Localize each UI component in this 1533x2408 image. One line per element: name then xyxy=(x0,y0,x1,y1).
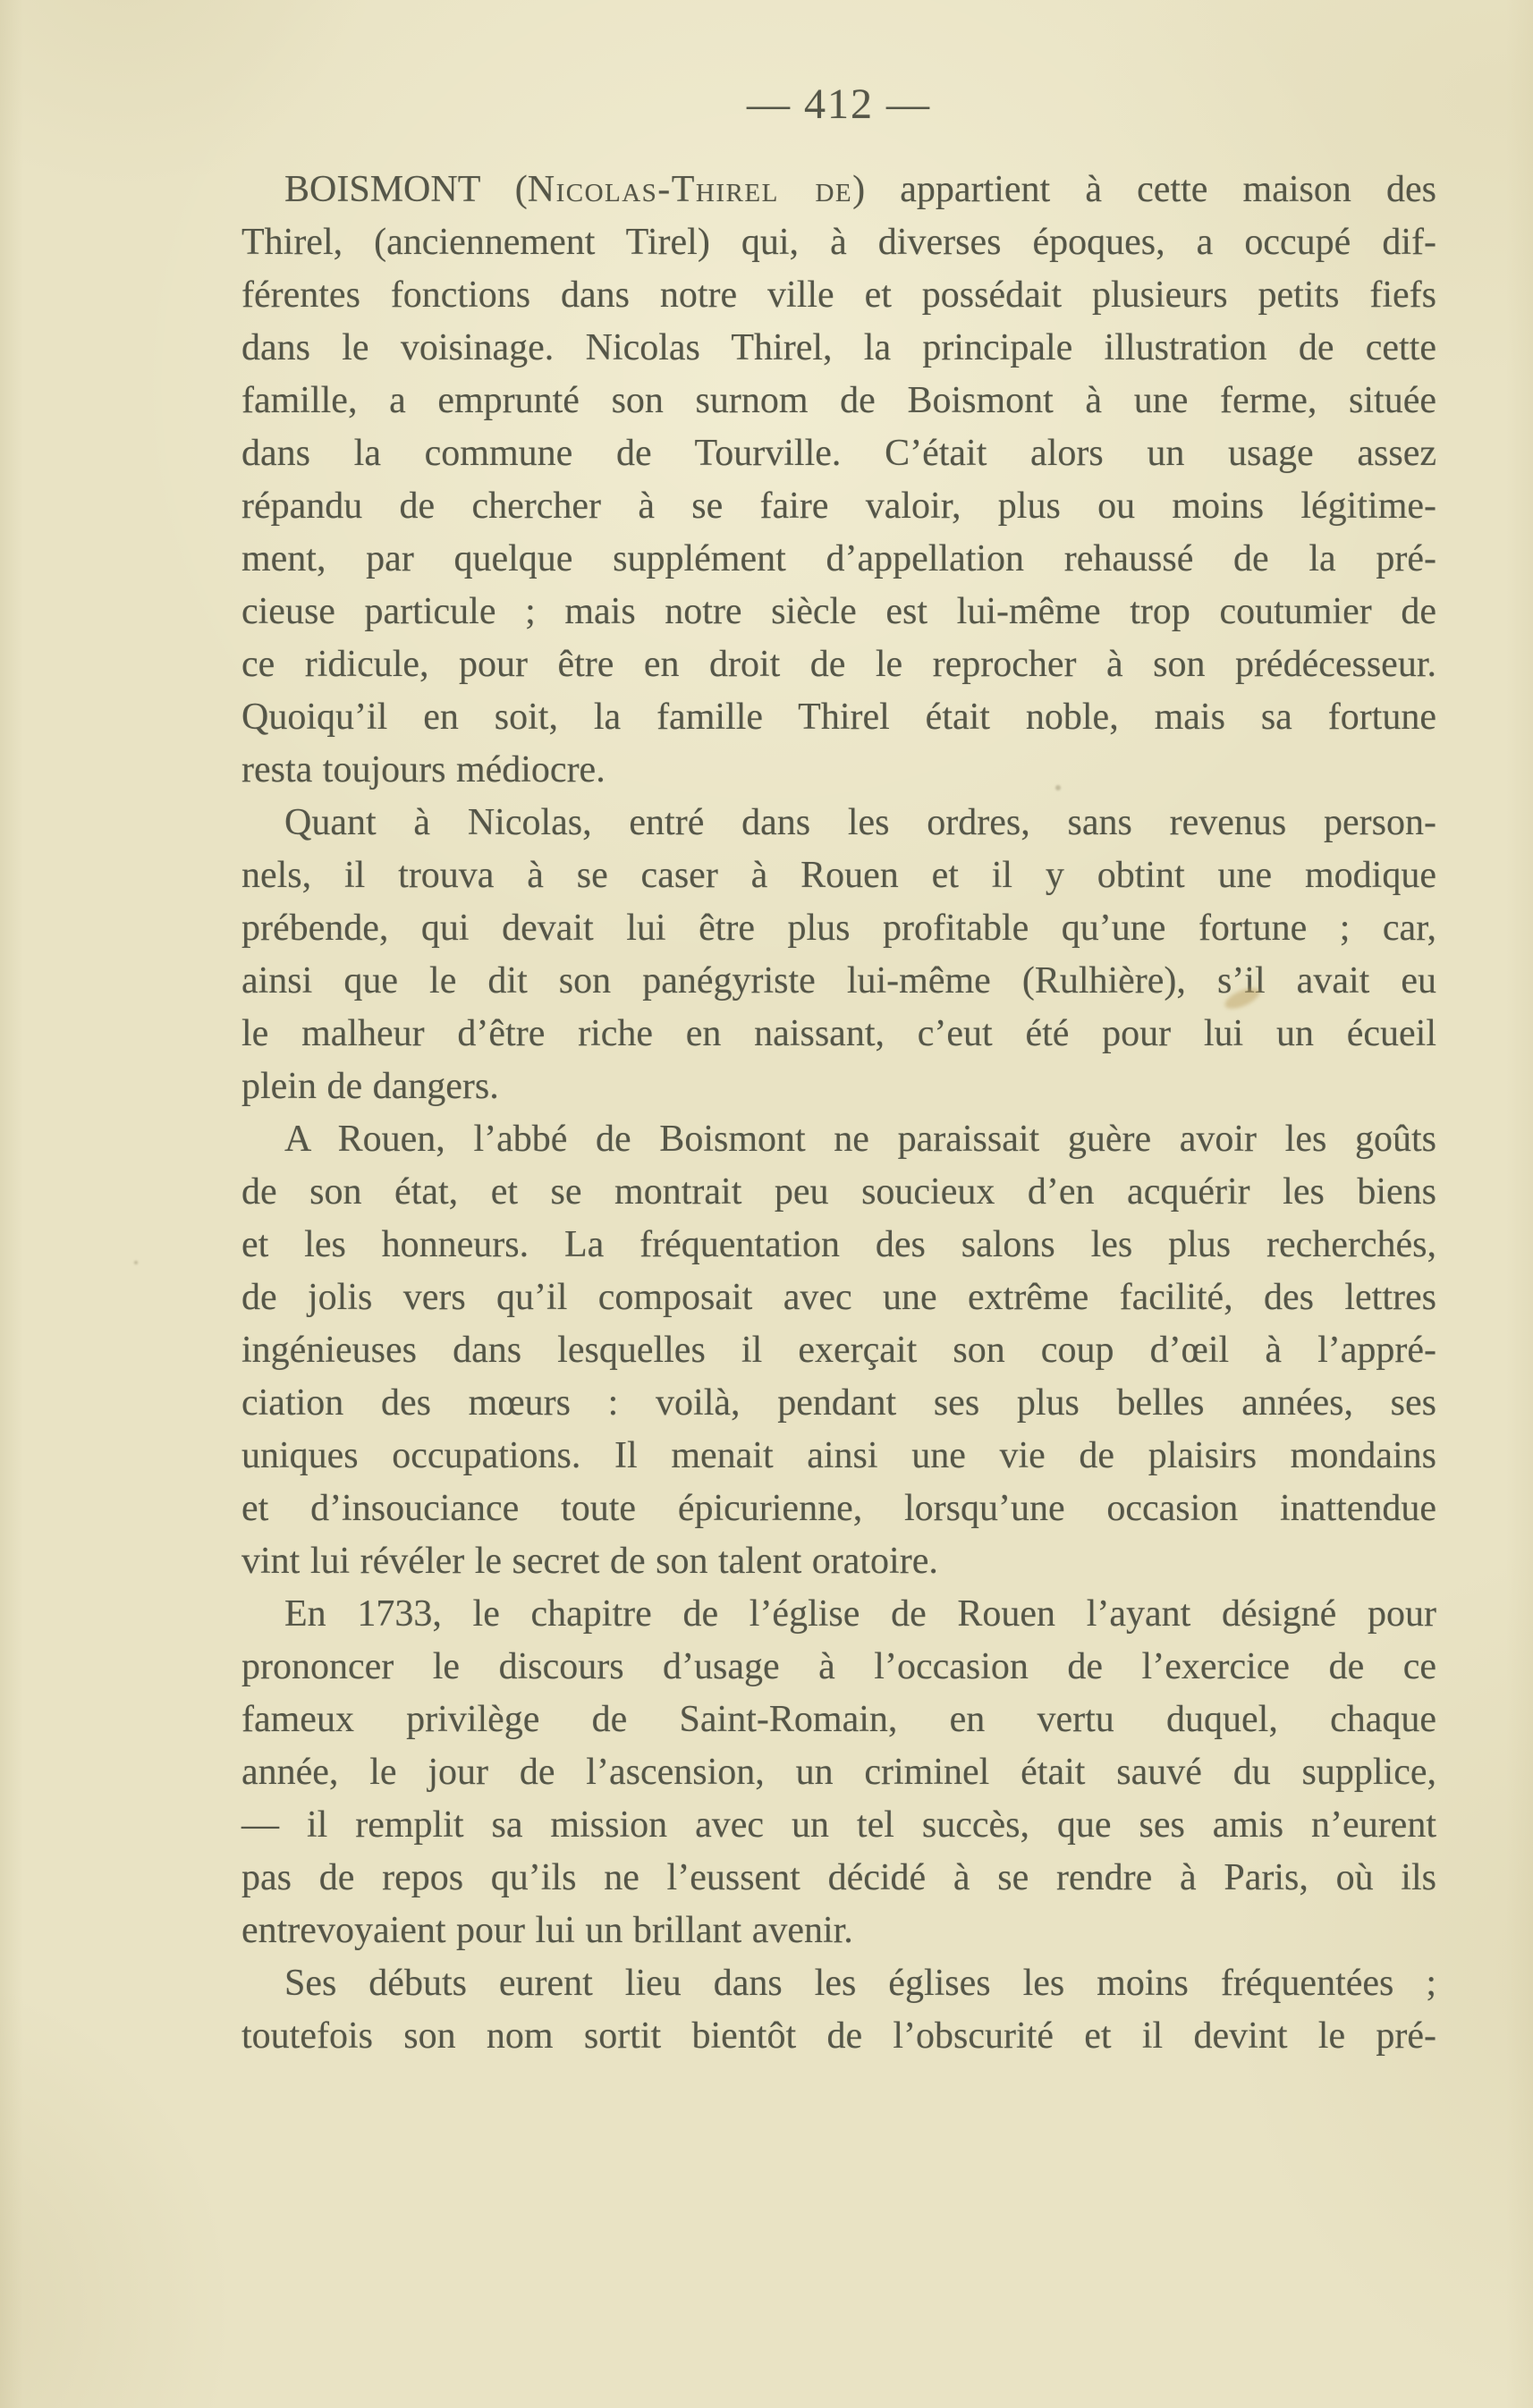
text-line: fameux privilège de Saint-Romain, en vertu duquel, chaque xyxy=(241,1699,1436,1740)
text-line: Quoiqu’il en soit, la famille Thirel était noble, mais sa fortune xyxy=(241,697,1436,738)
text-line: — il remplit sa mission avec un tel succès, que ses amis n’eurent xyxy=(241,1804,1436,1846)
text-line: ciation des mœurs : voilà, pendant ses plus belles années, ses xyxy=(241,1382,1436,1424)
text-line: Thirel, (anciennement Tirel) qui, à diverses époques, a occupé dif- xyxy=(241,222,1436,263)
text-line xyxy=(241,164,1436,216)
text-line: année, le jour de l’ascension, un criminel était sauvé du supplice, xyxy=(241,1752,1436,1793)
page-number-header: — 412 — xyxy=(747,80,931,128)
paragraph xyxy=(241,1588,1436,1957)
text-line: nels, il trouva à se caser à Rouen et il y obtint une modique xyxy=(241,855,1436,896)
text-block xyxy=(241,164,1436,2063)
text-line: dans la commune de Tourville. C’était alors un usage assez xyxy=(241,433,1436,474)
text-line: ce ridicule, pour être en droit de le reprocher à son prédécesseur. xyxy=(241,644,1436,685)
text-line: prébende, qui devait lui être plus profitable qu’une fortune ; car, xyxy=(241,908,1436,949)
text-line: férentes fonctions dans notre ville et possédait plusieurs petits fiefs xyxy=(241,275,1436,316)
paper-speck xyxy=(134,1261,138,1264)
text-line: plein de dangers. xyxy=(241,1066,499,1107)
text-line: uniques occupations. Il menait ainsi une vie de plaisirs mondains xyxy=(241,1435,1436,1476)
text-line: entrevoyaient pour lui un brillant avenir. xyxy=(241,1910,853,1951)
text-line: vint lui révéler le secret de son talent oratoire. xyxy=(241,1541,938,1582)
text-line: En 1733, le chapitre de l’église de Rouen l’ayant désigné pour xyxy=(284,1593,1436,1635)
text-line: prononcer le discours d’usage à l’occasion de l’exercice de ce xyxy=(241,1646,1436,1687)
paragraph xyxy=(241,1957,1436,2063)
text-line: Ses débuts eurent lieu dans les églises les moins fréquentées ; xyxy=(284,1963,1436,2004)
paragraph xyxy=(241,1113,1436,1588)
text-line: dans le voisinage. Nicolas Thirel, la principale illustration de cette xyxy=(241,327,1436,368)
text-line: resta toujours médiocre. xyxy=(241,749,606,790)
text-line: le malheur d’être riche en naissant, c’eut été pour lui un écueil xyxy=(241,1013,1436,1054)
paragraph xyxy=(241,797,1436,1113)
text-line: de son état, et se montrait peu soucieux d’en acquérir les biens xyxy=(241,1171,1436,1212)
text-line: A Rouen, l’abbé de Boismont ne paraissait guère avoir les goûts xyxy=(284,1119,1436,1160)
text-line: répandu de chercher à se faire valoir, plus ou moins légitime- xyxy=(241,486,1436,527)
text-segment: BOISMONT ( xyxy=(284,169,528,210)
small-caps-name: Nicolas-Thirel de xyxy=(527,169,853,210)
text-line: Quant à Nicolas, entré dans les ordres, sans revenus person- xyxy=(284,802,1436,843)
text-line: et d’insouciance toute épicurienne, lorsqu’une occasion inattendue xyxy=(241,1488,1436,1529)
text-line: ingénieuses dans lesquelles il exerçait son coup d’œil à l’appré- xyxy=(241,1330,1436,1371)
paragraph xyxy=(241,164,1436,797)
text-line: ment, par quelque supplément d’appellation rehaussé de la pré- xyxy=(241,538,1436,579)
text-line: et les honneurs. La fréquentation des salons les plus recherchés, xyxy=(241,1224,1436,1265)
text-line: ainsi que le dit son panégyriste lui-même (Rulhière), s’il avait eu xyxy=(241,960,1436,1001)
text-segment: ) appartient à cette maison des xyxy=(852,169,1436,210)
text-line: cieuse particule ; mais notre siècle est lui-même trop coutumier de xyxy=(241,591,1436,632)
text-line: famille, a emprunté son surnom de Boismont à une ferme, située xyxy=(241,380,1436,421)
paper-speck xyxy=(1055,785,1061,790)
text-line: pas de repos qu’ils ne l’eussent décidé à se rendre à Paris, où ils xyxy=(241,1857,1436,1898)
text-line: de jolis vers qu’il composait avec une extrême facilité, des lettres xyxy=(241,1277,1436,1318)
text-line: toutefois son nom sortit bientôt de l’obscurité et il devint le pré- xyxy=(241,2015,1436,2057)
